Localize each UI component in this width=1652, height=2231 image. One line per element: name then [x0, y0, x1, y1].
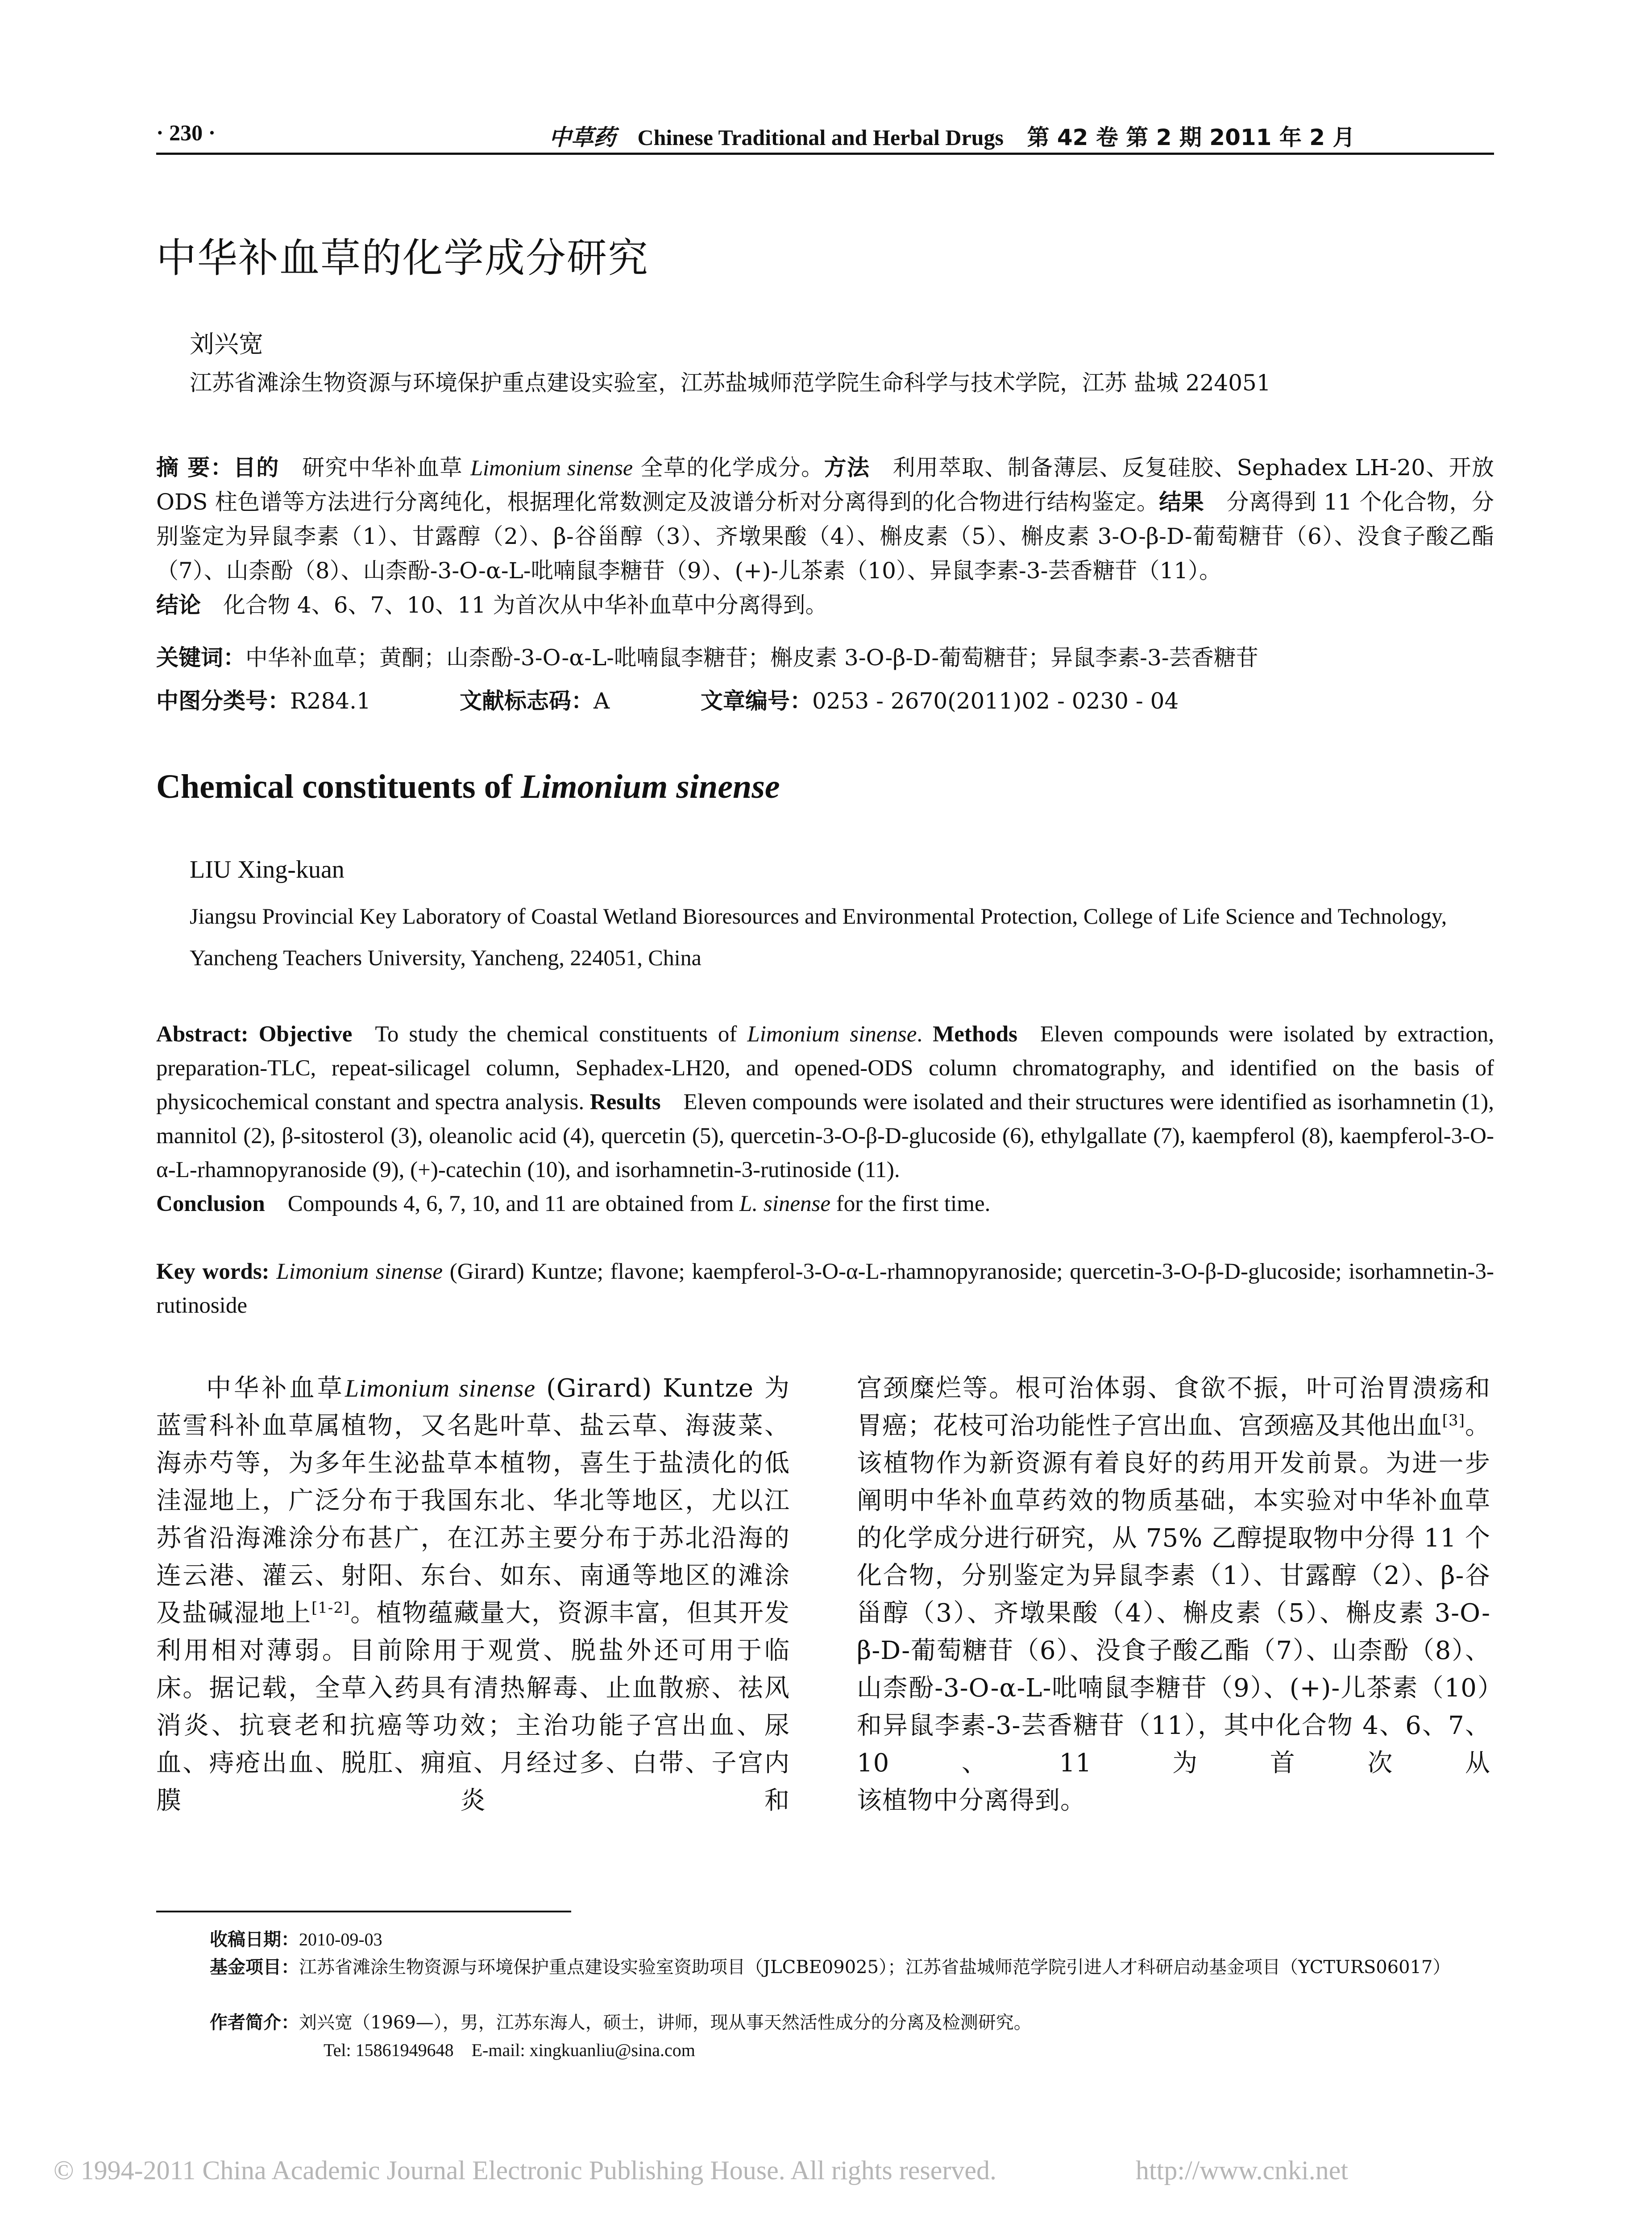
body-right-a: 宫颈糜烂等。根可治体弱、食欲不振，叶可治胃溃疡和胃癌；花枝可治功能性子宫出血、宫颈癌及其他出血 [857, 1374, 1490, 1440]
methods-en-label: Methods [933, 1022, 1017, 1047]
running-header [156, 117, 1490, 148]
objective-cn: 研究中华补血草 [301, 455, 463, 481]
clc-code [156, 684, 371, 718]
footnote-received [210, 1926, 1495, 1953]
journal-name-en: Chinese Traditional and Herbal Drugs [637, 125, 1004, 150]
body-column-left [156, 1370, 790, 1820]
keywords-en-label: Key words: [156, 1259, 270, 1284]
fund-label: 基金项目： [210, 1957, 299, 1978]
copyright-notice: © 1994-2011 China Academic Journal Electronic Publishing House. All rights reserved. [54, 2156, 996, 2185]
conclusion-en-b: for the first time. [836, 1191, 991, 1216]
conclusion-cn-label: 结论 [156, 592, 201, 618]
citation-3: [3] [1442, 1411, 1465, 1430]
results-en: Eleven compounds were isolated and their structures were identified as isorhamnetin (1), mannitol (2), β-sitosterol (3), oleanolic acid (4), quercetin (5), quercetin-3-O-β-D-glucoside (6), ethylgallate (7), kaempferol (8), kaempferol-3-O-α-L-rhamnopyranoside (9), (+)-catechin (10), and isorhamnetin-3-rutinoside (11). [156, 1090, 1494, 1182]
conclusion-en-label: Conclusion [156, 1191, 265, 1216]
article-label: 文章编号： [701, 688, 812, 714]
keywords-cn-text: 中华补血草；黄酮；山柰酚-3-O-α-L-吡喃鼠李糖苷；槲皮素 3-O-β-D-葡萄糖苷；异鼠李素-3-芸香糖苷 [245, 645, 1258, 671]
citation-1-2: [1-2] [311, 1599, 350, 1617]
doc-code [460, 684, 610, 718]
conclusion-cn: 化合物 4、6、7、10、11 为首次从中华补血草中分离得到。 [223, 592, 828, 618]
body-left-b: (Girard) Kuntze 为蓝雪科补血草属植物，又名匙叶草、盐云草、海菠菜、海赤芍等，为多年生泌盐草本植物，喜生于盐渍化的低洼湿地上，广泛分布于我国东北、华北等地区，尤以江苏省沿海滩涂分布甚广，在江苏主要分布于苏北沿海的连云港、灌云、射阳、东台、如东、南通等地区的滩涂及盐碱湿地上 [156, 1374, 790, 1628]
results-cn-label: 结果 [1159, 489, 1204, 515]
body-column-right [857, 1370, 1490, 1820]
bio-text: 刘兴宽（1969—），男，江苏东海人，硕士，讲师，现从事天然活性成分的分离及检测研究。 [299, 2012, 1032, 2033]
keywords-en-species: Limonium sinense [276, 1259, 443, 1284]
objective-cn-label: 目的 [233, 455, 279, 481]
results-en-label: Results [589, 1090, 661, 1115]
title-en-species: Limonium sinense [520, 768, 780, 805]
body-right-b: 。该植物作为新资源有着良好的药用开发前景。为进一步阐明中华补血草药效的物质基础，本实验对中华补血草的化学成分进行研究，从 75% 乙醇提取物中分得 11 个化合物，分别鉴定为异鼠李素（1）、甘露醇（2）、β-谷甾醇（3）、齐墩果酸（4）、槲皮素（5）、槲皮素 3-O-β-D-葡萄糖苷（6）、没食子酸乙酯（7）、山柰酚（8）、山柰酚-3-O-α-L-吡喃鼠李糖苷（9）、(+)-儿茶素（10）和异鼠李素-3-芸香糖苷（11），其中化合物 4、6、7、10、11 为首次从 [857, 1411, 1491, 1778]
fund-text: 江苏省滩涂生物资源与环境保护重点建设实验室资助项目（JLCBE09025）；江苏省盐城师范学院引进人才科研启动基金项目（YCTURS06017） [299, 1957, 1451, 1978]
species-name: Limonium sinense [470, 455, 633, 480]
received-date: 2010-09-03 [299, 1929, 382, 1949]
body-left-species: Limonium sinense [345, 1375, 536, 1402]
cnki-link[interactable]: http://www.cnki.net [1136, 2156, 1349, 2185]
abstract-en: Abstract: Objective To study the chemical constituents of Limonium sinense. Methods Eleven compounds were isolated by extraction, preparation-TLC, repeat-silicagel column, Sephadex-LH20, and opened-ODS column chromatography, and identified on the basis of physicochemical constant and spectra analysis. Results Eleven compounds were isolated and their structures were identified as isorhamnetin (1), mannitol (2), β-sitosterol (3), oleanolic acid (4), quercetin (5), quercetin-3-O-β-D-glucoside (6), ethylgallate (7), kaempferol (8), kaempferol-3-O-α-L-rhamnopyranoside (9), (+)-catechin (10), and isorhamnetin-3-rutinoside (11). Conclusion Compounds 4, 6, 7, 10, and 11 are obtained from L. sinense for the first time. [156, 1022, 1494, 1216]
abstract-cn [156, 451, 1494, 622]
header-rule [156, 153, 1494, 155]
conclusion-en-species: L. sinense [739, 1191, 831, 1216]
methods-cn-label: 方法 [824, 455, 870, 481]
article-number [701, 684, 1179, 718]
footnote-rule [156, 1911, 571, 1912]
objective-en-label: Objective [258, 1022, 353, 1047]
page-number: · 230 · [156, 120, 216, 145]
author-en: LIU Xing-kuan [190, 856, 345, 883]
bio-label: 作者简介： [210, 2012, 299, 2033]
author-cn: 刘兴宽 [190, 330, 264, 358]
abstract-cn-label: 摘 要： [156, 455, 233, 481]
journal-name [549, 120, 1355, 152]
objective-en: To study the chemical constituents of [375, 1022, 737, 1047]
methods-cn: 利用萃取、制备薄层、反复硅胶、Sephadex LH-20、开放 ODS 柱色谱等方法进行分离纯化，根据理化常数测定及波谱分析对分离得到的化合物进行结构鉴定。 [156, 455, 1494, 515]
keywords-cn-label: 关键词： [156, 645, 245, 671]
doc-value: A [594, 688, 610, 714]
results-cn: 分离得到 11 个化合物，分别鉴定为异鼠李素（1）、甘露醇（2）、β-谷甾醇（3）、齐墩果酸（4）、槲皮素（5）、槲皮素 3-O-β-D-葡萄糖苷（6）、没食子酸乙酯（7）、山柰酚（8）、山柰酚-3-O-α-L-吡喃鼠李糖苷（9）、(+)-儿茶素（10）、异鼠李素-3-芸香糖苷（11）。 [156, 489, 1494, 584]
journal-name-cn: 中草药 [549, 124, 616, 150]
abstract-en-label: Abstract: [156, 1022, 249, 1047]
footnote-bio [210, 2009, 1495, 2036]
objective-cn-tail: 全草的化学成分。 [640, 455, 824, 481]
keywords-cn [156, 641, 1494, 675]
methods-en: Eleven compounds were isolated by extraction, preparation-TLC, repeat-silicagel column, Sephadex-LH20, and opened-ODS column chromatography, and identified on the basis of physicochemical constant and spectra analysis. [156, 1022, 1494, 1115]
title-en-prefix: Chemical constituents of [156, 768, 521, 805]
body-left-c: 。植物蕴藏量大，资源丰富，但其开发利用相对薄弱。目前除用于观赏、脱盐外还可用于临床。据记载，全草入药具有清热解毒、止血散瘀、祛风消炎、抗衰老和抗癌等功效；主治功能子宫出血、尿血、痔疮出血、脱肛、痈疽、月经过多、白带、子宫内膜炎和 [156, 1599, 790, 1815]
body-right-last: 该植物中分离得到。 [857, 1786, 1086, 1815]
keywords-en-text: (Girard) Kuntze; flavone; kaempferol-3-O-α-L-rhamnopyranoside; quercetin-3-O-β-D-glucoside; isorhamnetin-3-rutinoside [156, 1259, 1494, 1318]
article-value: 0253 - 2670(2011)02 - 0230 - 04 [812, 688, 1179, 714]
clc-label: 中图分类号： [156, 688, 290, 714]
clc-value: R284.1 [290, 688, 371, 714]
issue-info: 第 42 卷 第 2 期 2011 年 2 月 [1027, 124, 1355, 150]
footnote-fund [210, 1953, 1495, 1981]
affiliation-en: Jiangsu Provincial Key Laboratory of Coastal Wetland Bioresources and Environmental Protection, College of Life Science and Technology, Yancheng Teachers University, Yancheng, 224051, China [190, 904, 1447, 970]
doc-label: 文献标志码： [460, 688, 594, 714]
received-label: 收稿日期： [210, 1929, 299, 1950]
species-en: Limonium sinense [747, 1022, 917, 1047]
keywords-en [156, 1255, 1494, 1323]
affiliation-cn: 江苏省滩涂生物资源与环境保护重点建设实验室，江苏盐城师范学院生命科学与技术学院，江苏 盐城 224051 [190, 370, 1271, 396]
title-en [156, 767, 780, 806]
title-cn: 中华补血草的化学成分研究 [156, 235, 649, 282]
conclusion-en-a: Compounds 4, 6, 7, 10, and 11 are obtained from [287, 1191, 734, 1216]
body-left-a: 中华补血草 [206, 1374, 345, 1403]
author-contact: Tel: 15861949648 E-mail: xingkuanliu@sina.com [324, 2040, 695, 2060]
